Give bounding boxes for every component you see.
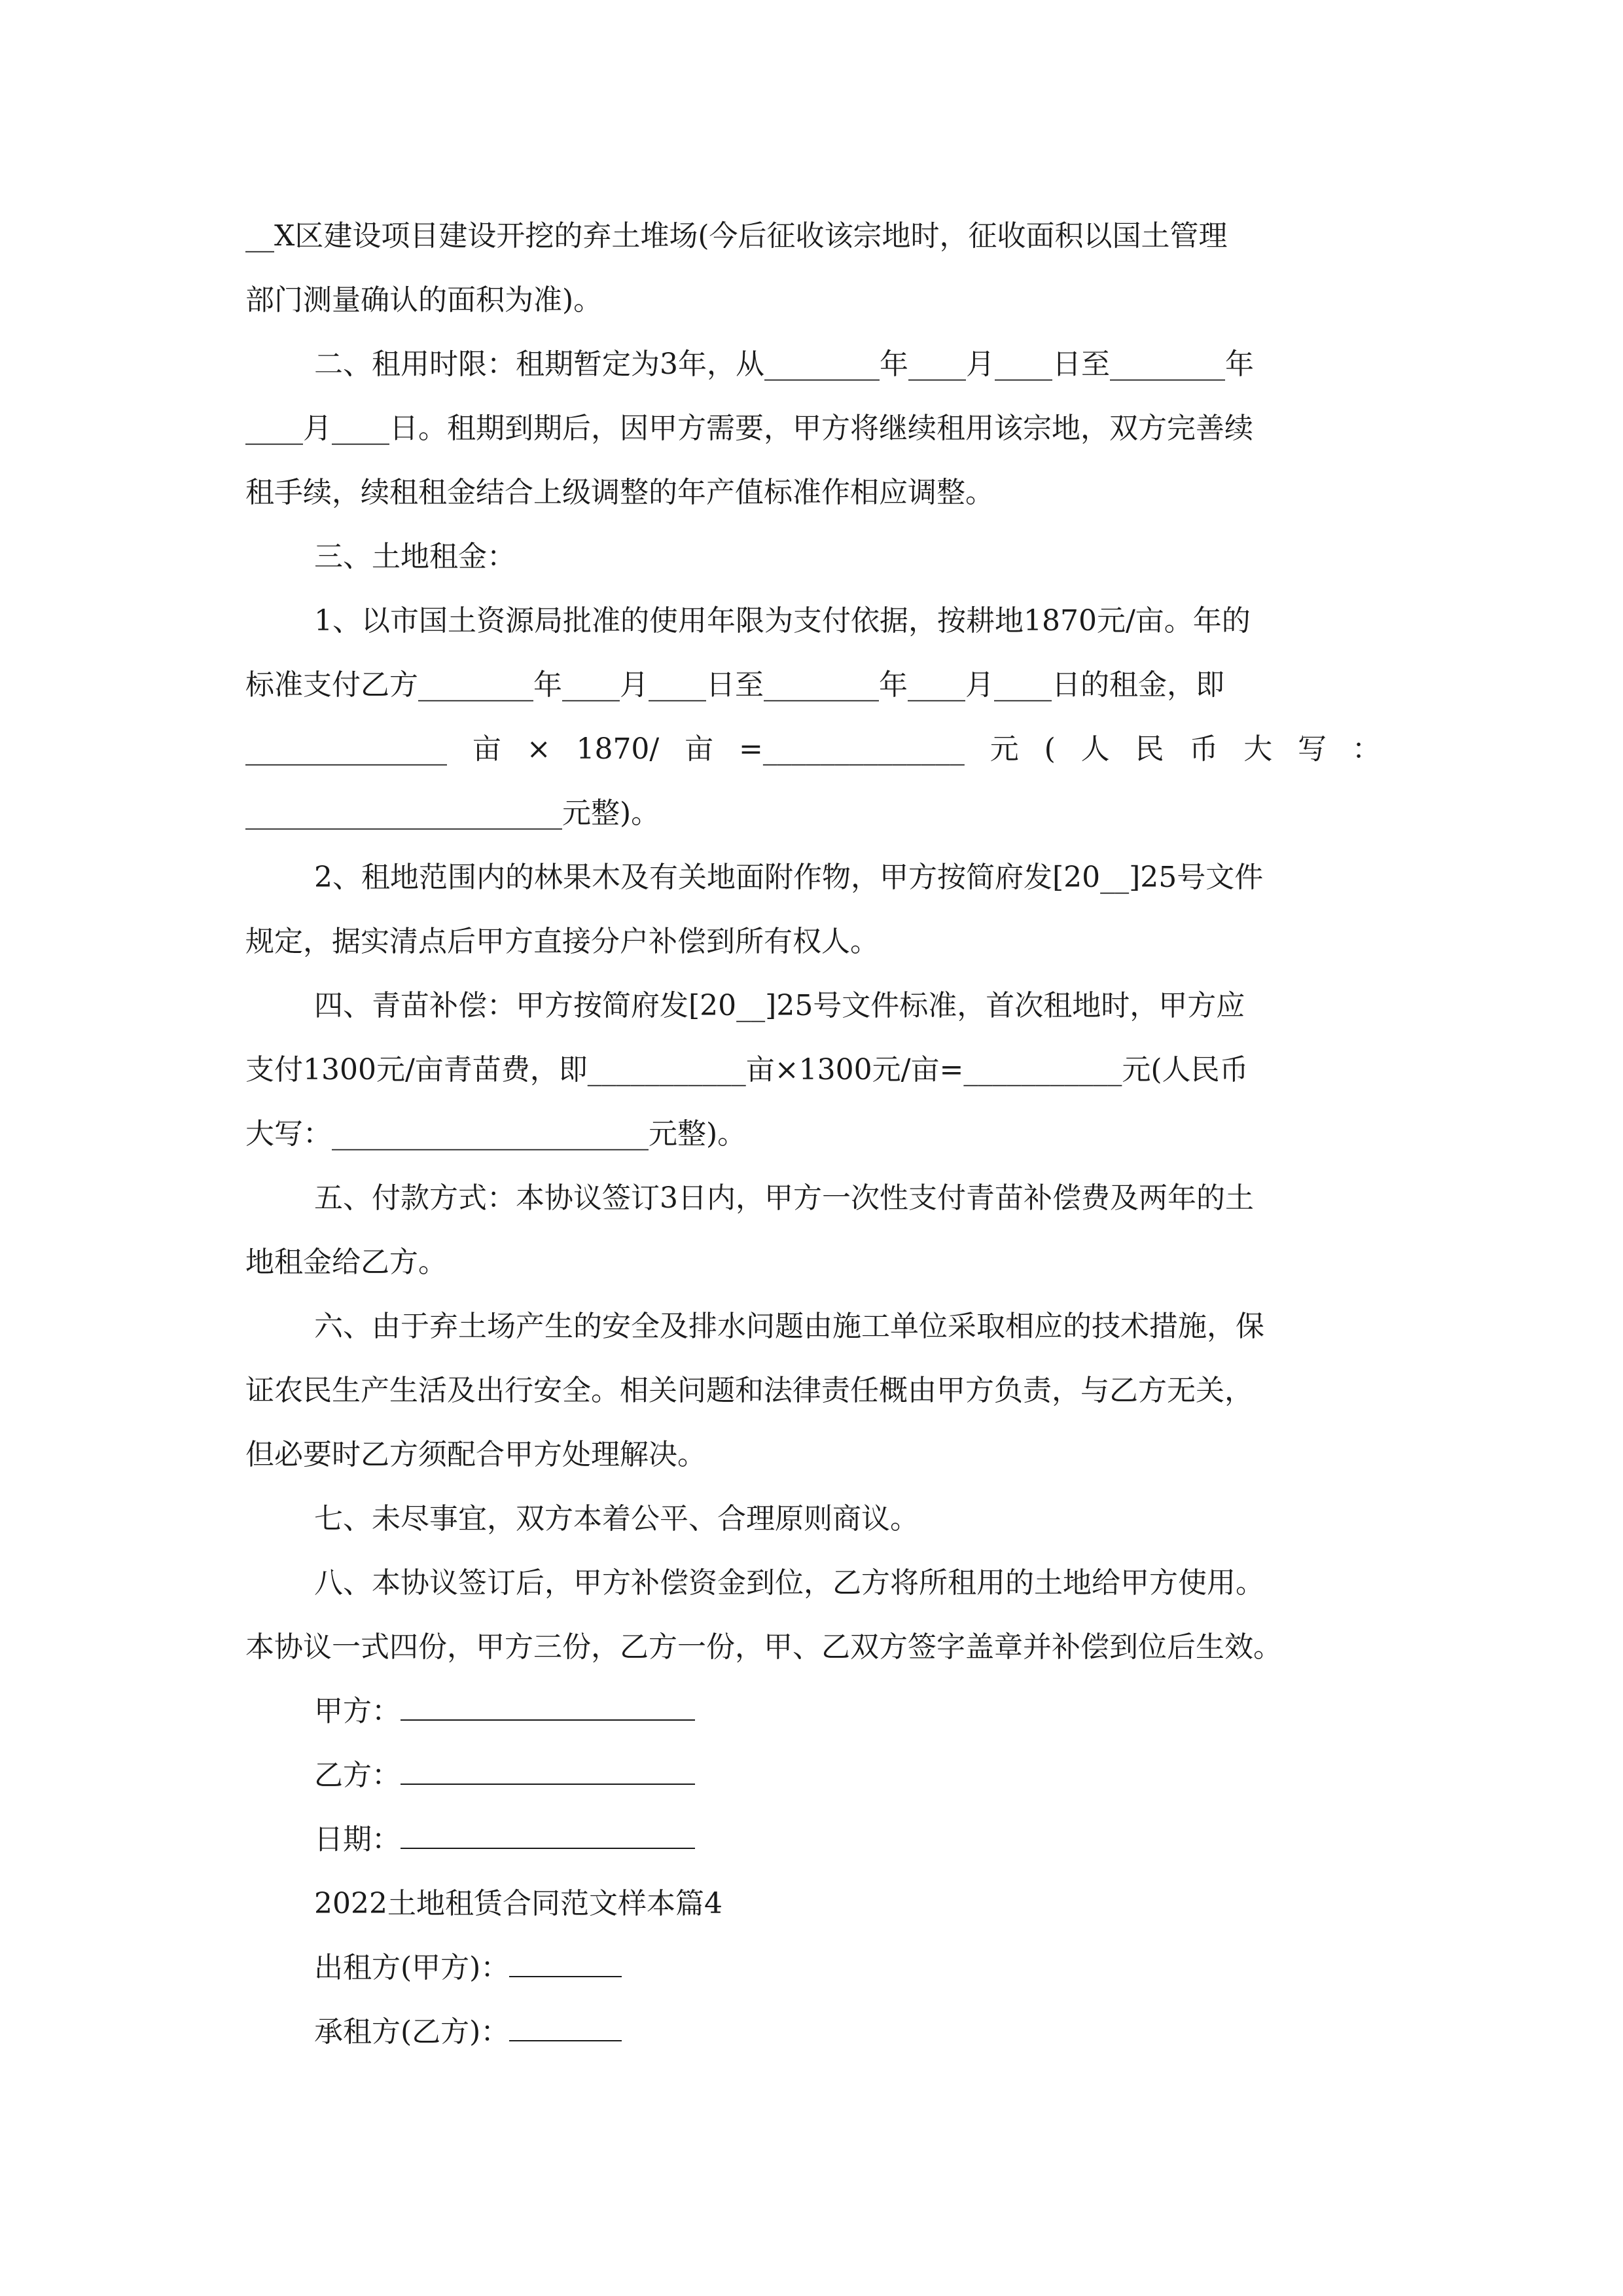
justified-token: =______________ [738,732,965,766]
paragraph-line: 地租金给乙方。 [245,1246,447,1279]
lessee-label: 承租方(乙方)： [314,2015,510,2049]
paragraph-line: 证农民生产生活及出行安全。相关问题和法律责任概由甲方负责，与乙方无关， [245,1374,1253,1407]
document-page [245,204,1381,2064]
section-heading: 四、青苗补偿：甲方按简府发[20__]25号文件标准，首次租地时，甲方应 [314,989,1245,1022]
date-label: 日期： [314,1823,401,1856]
section-heading: 六、由于弃土场产生的安全及排水问题由施工单位采取相应的技术措施，保 [314,1310,1264,1343]
justified-token: × [526,732,551,766]
date-field [401,1808,695,1849]
paragraph-line: 支付1300元/亩青苗费，即___________亩×1300元/亩=___________元(人民币 [245,1053,1249,1086]
section-title: 2022土地租赁合同范文样本篇4 [314,1887,722,1920]
party-b-signature [245,1744,1381,1808]
party-b-label: 乙方： [314,1759,401,1792]
justified-token: 大 [1243,732,1273,766]
justified-line [245,717,1381,781]
paragraph-line: ____月____日。租期到期后，因甲方需要，甲方将继续租用该宗地，双方完善续 [245,412,1253,445]
party-a-label: 甲方： [314,1695,401,1728]
paragraph-line: 规定，据实清点后甲方直接分户补偿到所有权人。 [245,925,879,958]
section-heading: 八、本协议签订后，甲方补偿资金到位，乙方将所租用的土地给甲方使用。 [314,1566,1264,1600]
justified-token: 写 [1298,732,1327,766]
date-signature [245,1808,1381,1872]
justified-token: 亩 [685,732,714,766]
justified-token: 币 [1189,732,1219,766]
paragraph-line: 但必要时乙方须配合甲方处理解决。 [245,1438,706,1471]
lessor-label: 出租方(甲方)： [314,1951,510,1984]
justified-token: ： [1351,732,1381,766]
justified-token: ______________ [245,732,447,766]
justified-token: ( [1044,732,1056,766]
section-heading: 五、付款方式：本协议签订3日内，甲方一次性支付青苗补偿费及两年的土 [314,1181,1254,1215]
paragraph-line: 2、租地范围内的林果木及有关地面附作物，甲方按简府发[20__]25号文件 [314,861,1264,894]
paragraph-line: 本协议一式四份，甲方三份，乙方一份，甲、乙双方签字盖章并补偿到位后生效。 [245,1630,1282,1664]
lessee-field [509,2001,622,2041]
paragraph-line: 租手续，续租租金结合上级调整的年产值标准作相应调整。 [245,476,994,509]
justified-token: 亩 [472,732,501,766]
lessor-row [245,1936,1381,2000]
justified-token: 人 [1080,732,1110,766]
justified-token: 元 [990,732,1019,766]
lessor-field [509,1937,622,1977]
paragraph-line: ______________________元整)。 [245,797,660,830]
paragraph-line: 二、租用时限：租期暂定为3年，从________年____月____日至________年 [314,348,1254,381]
paragraph-line: 大写：______________________元整)。 [245,1117,747,1151]
lessee-row [245,2000,1381,2064]
justified-token: 1870/ [576,732,660,766]
justified-token: 民 [1135,732,1164,766]
party-b-signature-field [401,1744,695,1785]
paragraph-line: __X区建设项目建设开挖的弃土堆场(今后征收该宗地时，征收面积以国土管理 [245,219,1228,253]
section-heading: 三、土地租金： [314,540,516,573]
paragraph-line: 部门测量确认的面积为准)。 [245,283,603,317]
section-heading: 七、未尽事宜，双方本着公平、合理原则商议。 [314,1502,919,1535]
paragraph-line: 1、以市国土资源局批准的使用年限为支付依据，按耕地1870元/亩。年的 [314,604,1251,637]
party-a-signature [245,1679,1381,1744]
paragraph-line: 标准支付乙方________年____月____日至________年____月____日的租金，即 [245,668,1224,702]
party-a-signature-field [401,1680,695,1721]
